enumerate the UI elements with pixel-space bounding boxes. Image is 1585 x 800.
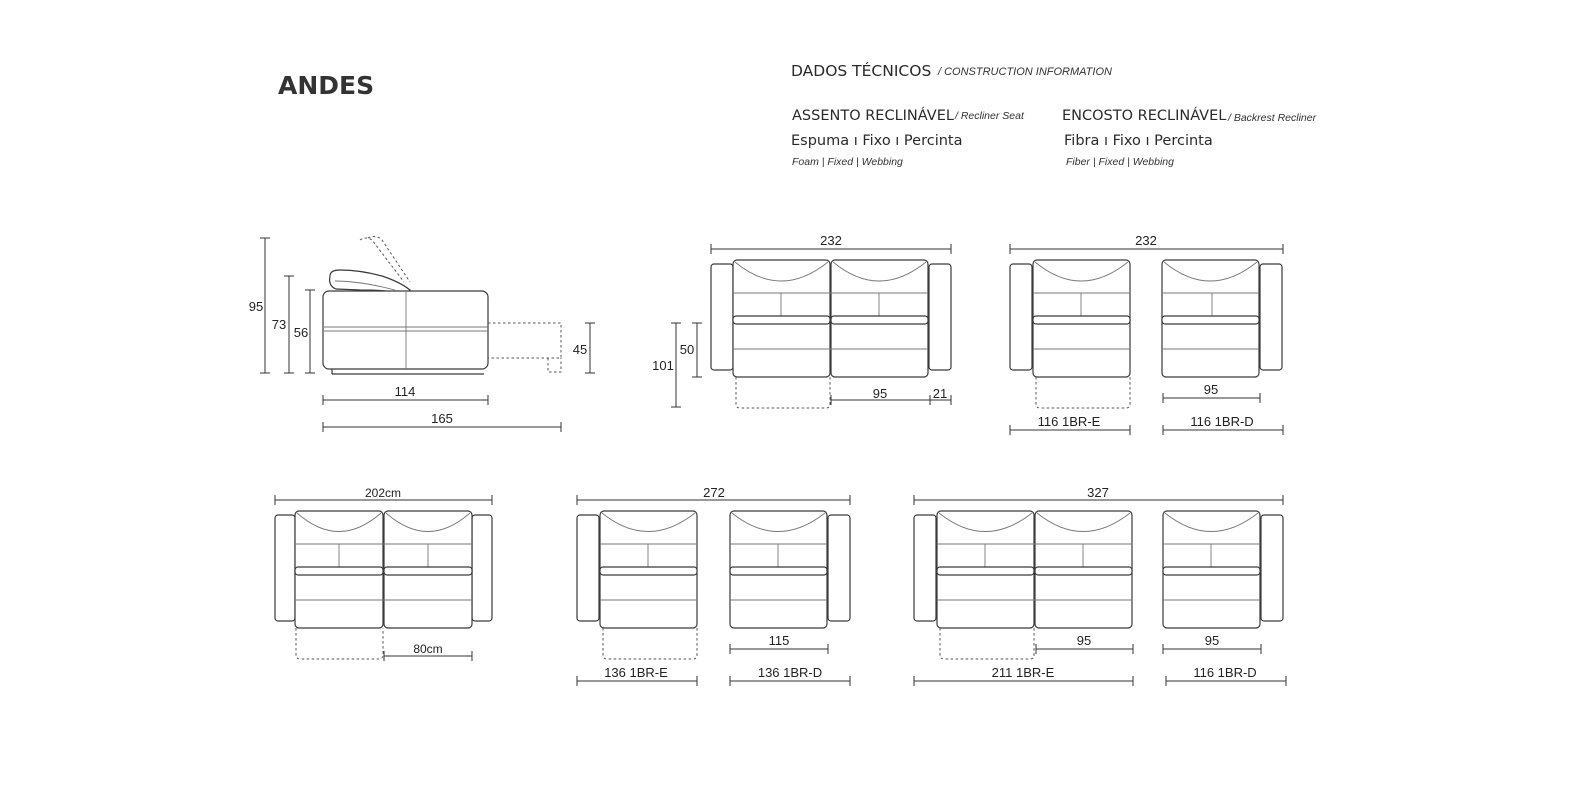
modular-232-left-unit: 116 1BR-E — [1037, 414, 1101, 429]
modular-327-seat-width-a: 95 — [1076, 633, 1092, 648]
sofa-202-top-view — [275, 511, 492, 659]
modular-272-right-unit: 136 1BR-D — [757, 665, 823, 680]
dim-height-seat: 45 — [572, 342, 588, 357]
modular-327-right-unit: 116 1BR-D — [1193, 665, 1257, 680]
sofa-232-arm-width: 21 — [932, 386, 948, 401]
right-arm — [929, 264, 951, 370]
modular-232-width: 232 — [1135, 233, 1157, 248]
modular-272-left-unit: 136 1BR-E — [604, 665, 668, 680]
technical-heading-en: / CONSTRUCTION INFORMATION — [938, 66, 1112, 78]
back-title-en: / Backrest Recliner — [1228, 112, 1317, 124]
sofa-232-seat-width: 95 — [872, 386, 888, 401]
dim-depth: 114 — [394, 384, 416, 399]
sofa-232-depth-open: 101 — [652, 358, 674, 373]
seat-specs: Espuma ı Fixo ı Percinta — [791, 133, 963, 149]
technical-heading: DADOS TÉCNICOS — [791, 62, 932, 80]
sofa-232-width: 232 — [820, 233, 842, 248]
modular-232-right-unit: 116 1BR-D — [1190, 414, 1254, 429]
seat-title: ASSENTO RECLINÁVEL — [792, 108, 954, 124]
modular-327-seat-width-b: 95 — [1204, 633, 1220, 648]
sofa-232-seat-height: 50 — [679, 342, 695, 357]
dim-height-back: 73 — [271, 317, 287, 332]
back-specs: Fibra ı Fixo ı Percinta — [1064, 133, 1213, 149]
modular-272-width: 272 — [703, 485, 725, 500]
seat-specs-en: Foam | Fixed | Webbing — [792, 156, 903, 168]
modular-327-left-unit: 211 1BR-E — [991, 665, 1055, 680]
sofa-202-seat-width: 80cm — [413, 642, 443, 656]
left-arm — [711, 264, 733, 370]
side-body — [323, 291, 488, 369]
dim-depth-open: 165 — [431, 411, 453, 426]
side-view-drawing — [323, 236, 561, 374]
dim-height-arm: 56 — [293, 325, 309, 340]
sofa-202-width: 202cm — [364, 486, 402, 500]
product-title: ANDES — [278, 71, 375, 100]
modular-232-seat-width: 95 — [1203, 382, 1219, 397]
back-specs-en: Fiber | Fixed | Webbing — [1066, 156, 1174, 168]
sofa-232-top-view — [711, 260, 951, 408]
dim-height-total: 95 — [248, 299, 264, 314]
modular-232-top-view — [1010, 260, 1282, 408]
back-title: ENCOSTO RECLINÁVEL — [1062, 108, 1227, 124]
footrest-outline — [488, 323, 561, 372]
modular-272-top-view — [577, 511, 850, 659]
modular-327-top-view — [914, 511, 1283, 659]
modular-327-width: 327 — [1087, 485, 1109, 500]
modular-272-seat-width: 115 — [768, 633, 790, 648]
seat-title-en: / Recliner Seat — [955, 110, 1024, 122]
